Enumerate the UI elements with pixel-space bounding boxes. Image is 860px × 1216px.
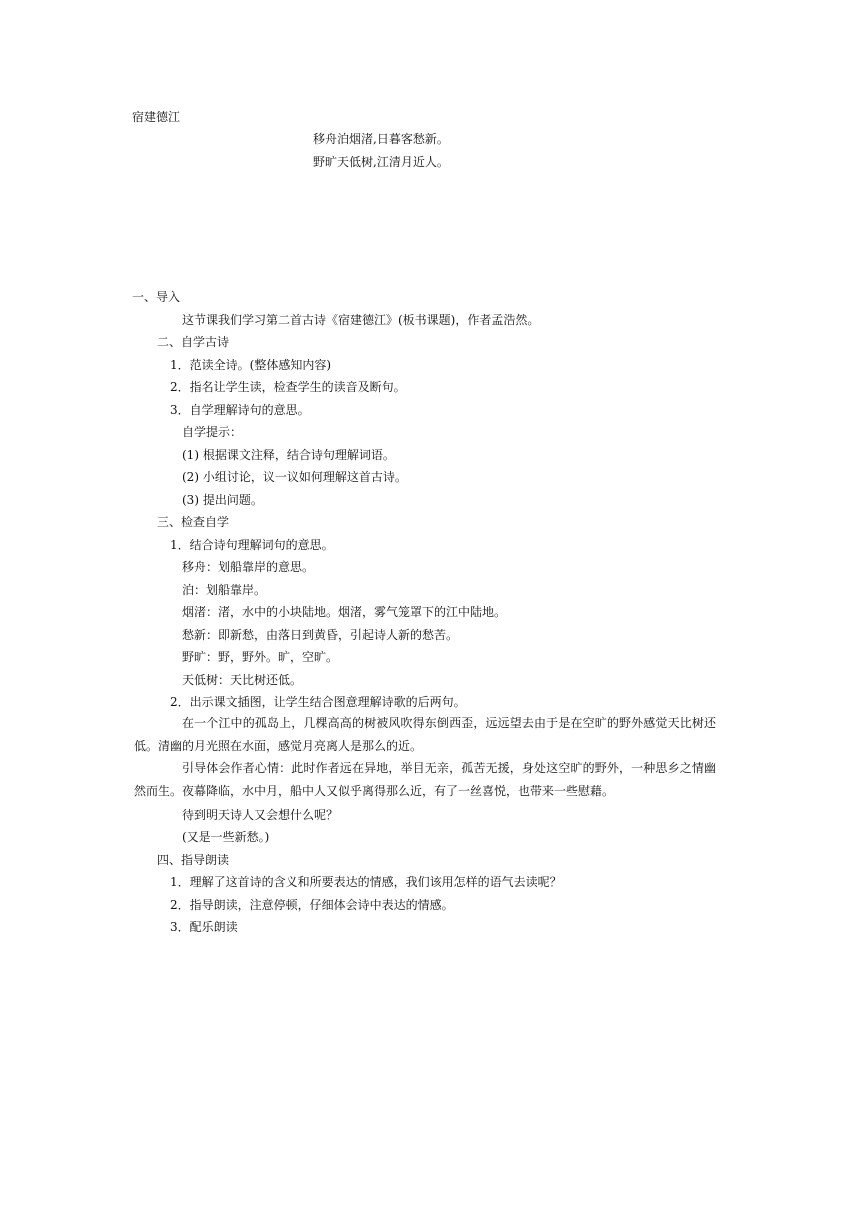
section-1-heading: 一、导入 xyxy=(132,290,181,304)
section-2-item: 2．指名让学生读，检查学生的读音及断句。 xyxy=(170,380,406,394)
word-explanation: 移舟：划船靠岸的意思。 xyxy=(182,560,315,574)
word-explanation: 愁新：即新愁，由落日到黄昏，引起诗人新的愁苦。 xyxy=(182,628,459,642)
section-2-item: 3．自学理解诗句的意思。 xyxy=(170,403,310,417)
section-2-item: 1．范读全诗。(整体感知内容) xyxy=(170,358,331,372)
self-study-tip: (3) 提出问题。 xyxy=(182,493,263,507)
self-study-tip: (2) 小组讨论，议一议如何理解这首古诗。 xyxy=(182,470,407,484)
document-title: 宿建德江 xyxy=(132,110,181,124)
section-3-item-2: 2．出示课文插图，让学生结合图意理解诗歌的后两句。 xyxy=(170,695,466,709)
word-explanation: 天低树：天比树还低。 xyxy=(182,673,303,687)
poem-line-2: 野旷天低树,江清月近人。 xyxy=(313,155,449,169)
self-study-tip: (1) 根据课文注释，结合诗句理解词语。 xyxy=(182,448,395,462)
guiding-question: 待到明天诗人又会想什么呢？ xyxy=(182,808,339,822)
section-1-body: 这节课我们学习第二首古诗《宿建德江》(板书课题)，作者孟浩然。 xyxy=(182,313,540,327)
author-feeling-paragraph: 引导体会作者心情：此时作者远在异地，举目无亲，孤苦无援，身处这空旷的野外，一种思乡之情幽然而生。夜幕降临，水中月，船中人又似乎离得那么近，有了一丝喜悦，也带来一些慰藉。 xyxy=(134,761,716,798)
word-explanation: 烟渚：渚，水中的小块陆地。烟渚，雾气笼罩下的江中陆地。 xyxy=(182,605,507,619)
section-3-heading: 三、检查自学 xyxy=(157,515,230,529)
poem-line-1: 移舟泊烟渚,日暮客愁新。 xyxy=(313,132,449,146)
self-study-tips-title: 自学提示： xyxy=(182,425,243,439)
word-explanation: 泊：划船靠岸。 xyxy=(182,583,267,597)
section-4-heading: 四、指导朗读 xyxy=(157,853,230,867)
question-answer: (又是一些新愁。) xyxy=(182,830,270,844)
section-3-item-1: 1．结合诗句理解词句的意思。 xyxy=(170,538,334,552)
section-4-item: 1．理解了这首诗的含义和所要表达的情感，我们该用怎样的语气去读呢？ xyxy=(170,875,562,889)
section-4-item: 3．配乐朗读 xyxy=(170,920,238,934)
illustration-description: 在一个江中的孤岛上，几棵高高的树被风吹得东倒西歪，远远望去由于是在空旷的野外感觉天比树还低。清幽的月光照在水面，感觉月亮离人是那么的近。 xyxy=(134,716,716,753)
section-4-item: 2．指导朗读，注意停顿，仔细体会诗中表达的情感。 xyxy=(170,898,454,912)
section-2-heading: 二、自学古诗 xyxy=(157,335,230,349)
word-explanation: 野旷：野，野外。旷，空旷。 xyxy=(182,650,339,664)
